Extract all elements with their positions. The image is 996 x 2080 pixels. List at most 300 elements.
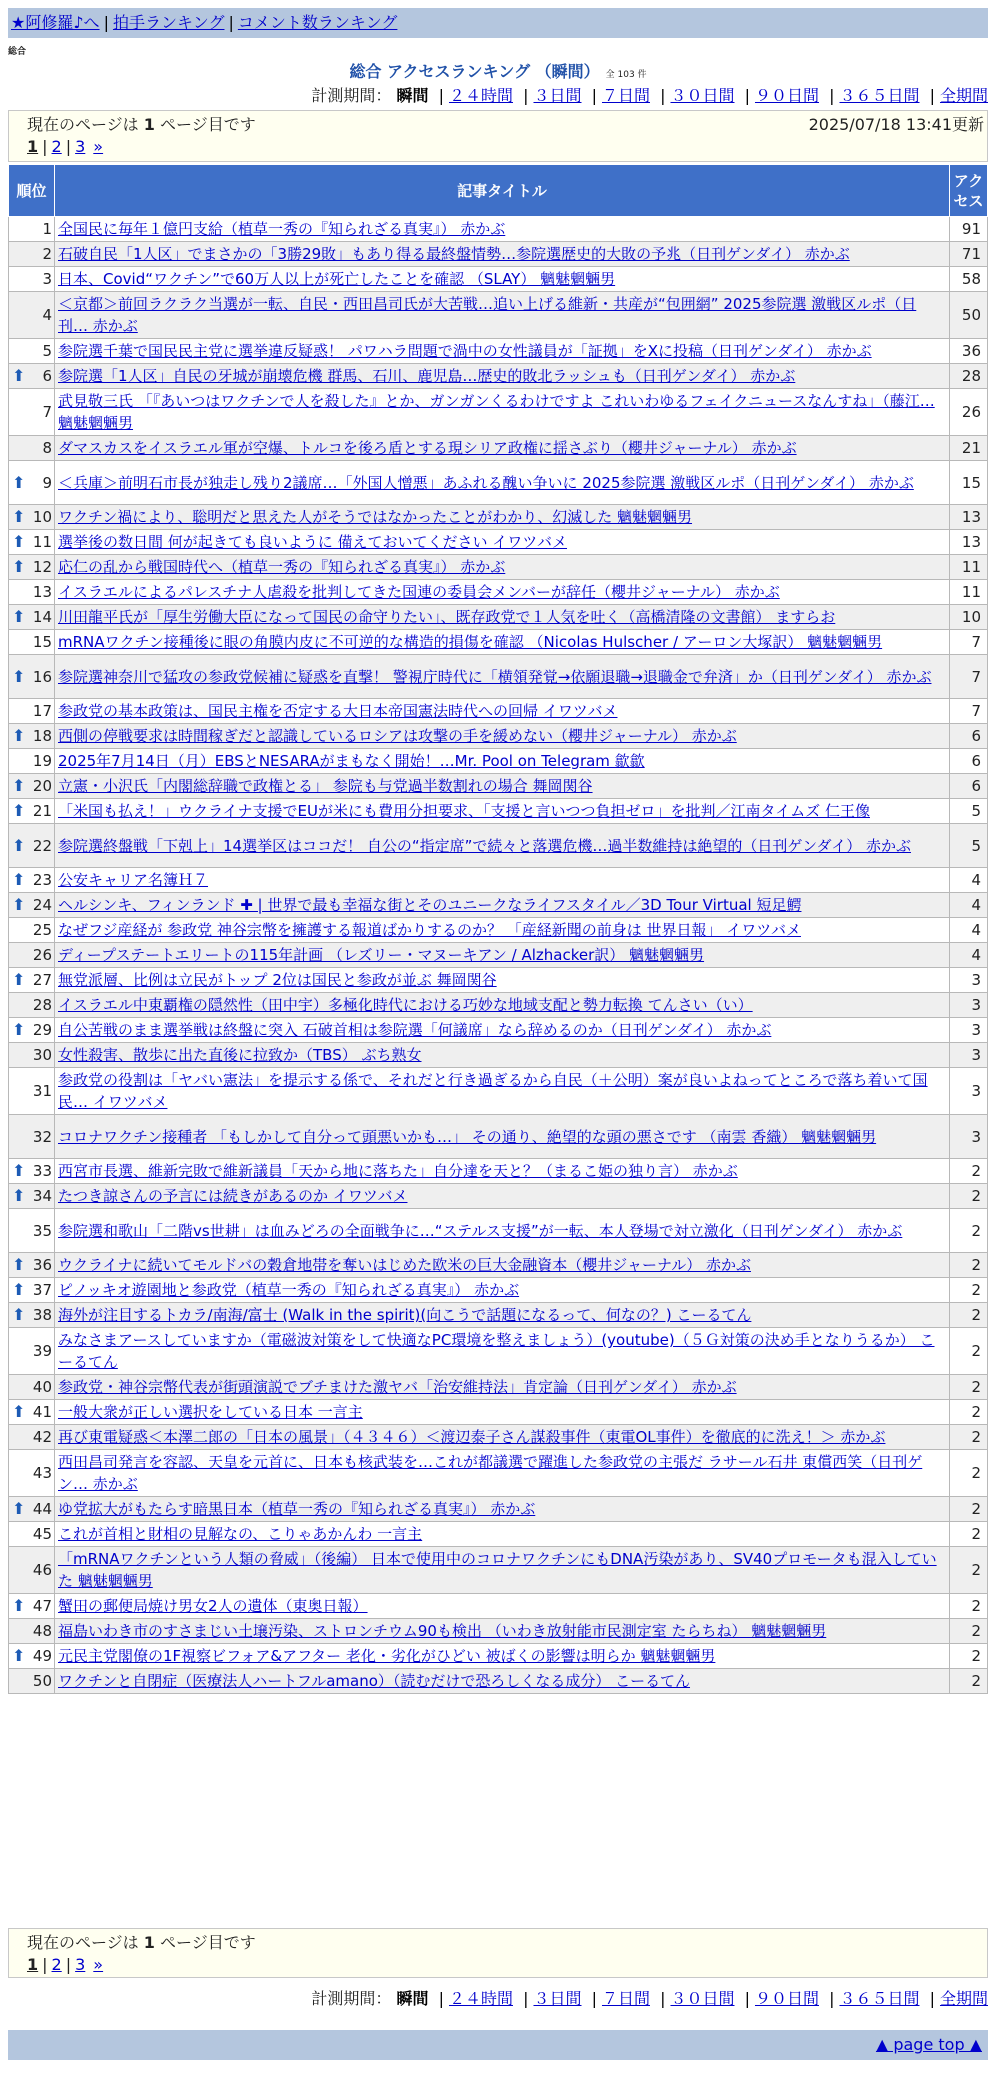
table-row xyxy=(9,993,988,1018)
table-row xyxy=(9,749,988,774)
article-link[interactable]: たつき諒さんの予言には続きがあるのか イワツバメ xyxy=(58,1187,408,1205)
rank-number: 10 xyxy=(32,508,52,526)
access-count: 5 xyxy=(950,799,988,824)
comment-ranking-link[interactable]: コメント数ランキング xyxy=(237,13,398,32)
rank-number: 11 xyxy=(32,533,52,551)
rank-cell xyxy=(9,217,55,242)
period-365d[interactable]: ３６５日間 xyxy=(839,86,920,105)
access-count: 2 xyxy=(950,1303,988,1328)
rank-cell xyxy=(9,943,55,968)
period-7d[interactable]: ７日間 xyxy=(601,1989,650,2008)
period-all[interactable]: 全期間 xyxy=(939,86,988,105)
table-row xyxy=(9,655,988,699)
table-row xyxy=(9,217,988,242)
period-90d[interactable]: ９０日間 xyxy=(754,86,819,105)
access-count: 2 xyxy=(950,1425,988,1450)
title-cell xyxy=(55,824,950,868)
period-24h[interactable]: ２４時間 xyxy=(448,1989,513,2008)
rank-cell xyxy=(9,364,55,389)
rank-cell xyxy=(9,1497,55,1522)
table-row xyxy=(9,1184,988,1209)
article-link[interactable]: ディープステートエリートの115年計画 （レズリー・マヌーキアン / Alzhacker訳） 魑魅魍魎男 xyxy=(58,946,705,964)
access-count: 3 xyxy=(950,1068,988,1115)
title-cell xyxy=(55,217,950,242)
article-link[interactable]: 全国民に毎年１億円支給（植草一秀の『知られざる真実』） 赤かぶ xyxy=(58,220,506,238)
rank-number: 5 xyxy=(42,342,52,360)
article-link[interactable]: ヘルシンキ、フィンランド ✚ | 世界で最も幸福な街とそのユニークなライフスタイル／3D Tour Virtual 短足鰐 xyxy=(58,896,802,914)
access-count: 2 xyxy=(950,1209,988,1253)
page-title xyxy=(0,61,996,86)
rank-cell xyxy=(9,774,55,799)
page-link-3[interactable]: 3 xyxy=(75,1955,86,1974)
page-link-2[interactable]: 2 xyxy=(51,1955,62,1974)
rank-cell xyxy=(9,605,55,630)
rank-up-arrow-icon: ⬆ xyxy=(12,472,26,492)
table-row xyxy=(9,1278,988,1303)
table-row xyxy=(9,1619,988,1644)
title-cell xyxy=(55,1594,950,1619)
rank-cell xyxy=(9,1669,55,1694)
title-cell xyxy=(55,1278,950,1303)
rank-cell xyxy=(9,505,55,530)
rank-number: 6 xyxy=(42,367,52,385)
access-count: 2 xyxy=(950,1547,988,1594)
title-cell xyxy=(55,893,950,918)
rank-number: 34 xyxy=(32,1187,52,1205)
article-link[interactable]: 選挙後の数日間 何が起きても良いように 備えておいてください イワツバメ xyxy=(58,533,568,551)
rank-cell xyxy=(9,242,55,267)
title-cell xyxy=(55,993,950,1018)
rank-cell xyxy=(9,436,55,461)
table-row xyxy=(9,1043,988,1068)
rank-number: 3 xyxy=(42,270,52,288)
table-row xyxy=(9,505,988,530)
article-link[interactable]: mRNAワクチン接種後に眼の角膜内皮に不可逆的な構造的損傷を確認 （Nicolas Hulscher / アーロン大塚訳） 魑魅魍魎男 xyxy=(58,633,883,651)
title-cell xyxy=(55,389,950,436)
rank-cell xyxy=(9,1184,55,1209)
title-cell xyxy=(55,1184,950,1209)
period-7d[interactable]: ７日間 xyxy=(601,86,650,105)
table-row xyxy=(9,1328,988,1375)
page-info-top xyxy=(8,110,988,162)
title-cell xyxy=(55,749,950,774)
rank-number: 48 xyxy=(32,1622,52,1640)
access-count: 6 xyxy=(950,774,988,799)
rank-number: 36 xyxy=(32,1256,52,1274)
rank-cell xyxy=(9,530,55,555)
article-link[interactable]: 2025年7月14日（月）EBSとNESARAがまもなく開始！…Mr. Pool on Telegram 歙歙 xyxy=(58,752,645,770)
title-cell xyxy=(55,1068,950,1115)
table-row xyxy=(9,774,988,799)
article-link[interactable]: コロナワクチン接種者 「もしかして自分って頭悪いかも…」 その通り、絶望的な頭の悪さです （南雲 香織） 魑魅魍魎男 xyxy=(58,1127,877,1146)
rank-up-arrow-icon: ⬆ xyxy=(12,970,26,989)
period-30d[interactable]: ３０日間 xyxy=(670,86,735,105)
rank-up-arrow-icon: ⬆ xyxy=(12,1402,26,1421)
access-count: 2 xyxy=(950,1669,988,1694)
period-current: 瞬間 xyxy=(396,86,429,105)
table-row xyxy=(9,605,988,630)
access-count: 36 xyxy=(950,339,988,364)
rank-up-arrow-icon: ⬆ xyxy=(12,507,26,526)
access-count: 15 xyxy=(950,461,988,505)
rank-up-arrow-icon: ⬆ xyxy=(12,1596,26,1615)
article-link[interactable]: 自公苦戦のまま選挙戦は終盤に突入 石破首相は参院選「何議席」なら辞めるのか（日刊ゲンダイ） 赤かぶ xyxy=(58,1021,772,1039)
next-page-link[interactable]: » xyxy=(93,1955,104,1974)
table-row xyxy=(9,1547,988,1594)
article-link[interactable]: 一般大衆が正しい選択をしている日本 一言主 xyxy=(58,1403,363,1421)
table-row xyxy=(9,1303,988,1328)
table-row xyxy=(9,1375,988,1400)
access-count: 4 xyxy=(950,893,988,918)
access-count: 2 xyxy=(950,1328,988,1375)
table-row xyxy=(9,461,988,505)
title-cell xyxy=(55,943,950,968)
nav-separator: | xyxy=(228,13,234,32)
article-link[interactable]: 無党派層、比例は立民がトップ 2位は国民と参政が並ぶ 舞岡関谷 xyxy=(58,971,497,989)
period-nav-top: 計測期間： 瞬間 | ２４時間 | ３日間 | ７日間 | ３０日間 | ９０日間 | ３６５日間 | 全期間 xyxy=(311,86,988,105)
article-link[interactable]: イスラエル中東覇権の隠然性（田中宇）多極化時代における巧妙な地域支配と勢力転換 てんさい（い） xyxy=(58,996,753,1014)
rank-cell xyxy=(9,724,55,749)
article-link[interactable]: ワクチンと自閉症（医療法人ハートフルamano）（読むだけで恐ろしくなる成分） こーるてん xyxy=(58,1672,691,1690)
access-count: 5 xyxy=(950,824,988,868)
period-90d[interactable]: ９０日間 xyxy=(754,1989,819,2008)
period-nav-bottom: 計測期間： 瞬間 | ２４時間 | ３日間 | ７日間 | ３０日間 | ９０日間 | ３６５日間 | 全期間 xyxy=(311,1989,988,2008)
article-link[interactable]: 応仁の乱から戦国時代へ（植草一秀の『知られざる真実』） 赤かぶ xyxy=(58,558,506,576)
rank-number: 23 xyxy=(32,871,52,889)
title-text: 総合 アクセスランキング （瞬間） xyxy=(349,62,600,81)
rank-number: 21 xyxy=(32,802,52,820)
table-row xyxy=(9,824,988,868)
rank-cell xyxy=(9,580,55,605)
article-link[interactable]: 立憲・小沢氏「内閣総辞職で政権とる」 参院も与党過半数割れの場合 舞岡関谷 xyxy=(58,777,593,795)
ranking-table xyxy=(8,164,988,1694)
rank-cell xyxy=(9,1159,55,1184)
rank-cell xyxy=(9,292,55,339)
article-link[interactable]: 日本、Covid“ワクチン”で60万人以上が死亡したことを確認 （SLAY） 魑魅魍魎男 xyxy=(58,270,616,288)
access-count: 2 xyxy=(950,1184,988,1209)
rank-up-arrow-icon: ⬆ xyxy=(12,870,26,889)
rank-number: 20 xyxy=(32,777,52,795)
rank-up-arrow-icon: ⬆ xyxy=(12,1161,26,1180)
rank-cell xyxy=(9,699,55,724)
access-count: 21 xyxy=(950,436,988,461)
rank-cell xyxy=(9,655,55,699)
page-link-2[interactable]: 2 xyxy=(51,137,62,156)
rank-number: 24 xyxy=(32,896,52,914)
title-cell xyxy=(55,1375,950,1400)
rank-cell xyxy=(9,1594,55,1619)
article-link[interactable]: 参政党の基本政策は、国民主権を否定する大日本帝国憲法時代への回帰 イワツバメ xyxy=(58,702,618,720)
period-365d[interactable]: ３６５日間 xyxy=(839,1989,920,2008)
title-cell xyxy=(55,1547,950,1594)
access-count: 3 xyxy=(950,1043,988,1068)
title-cell xyxy=(55,605,950,630)
article-link[interactable]: ウクライナに続いてモルドバの穀倉地帯を奪いはじめた欧米の巨大金融資本（櫻井ジャーナル） 赤かぶ xyxy=(58,1256,751,1274)
article-link[interactable]: 参院選神奈川で猛攻の参政党候補に疑惑を直撃！ 警視庁時代に「横領発覚→依願退職→退職金で弁済」か（日刊ゲンダイ） 赤かぶ xyxy=(58,667,932,686)
article-link[interactable]: これが首相と財相の見解なの、こりゃあかんわ 一言主 xyxy=(58,1525,423,1543)
access-count: 3 xyxy=(950,968,988,993)
table-row xyxy=(9,799,988,824)
access-count: 4 xyxy=(950,943,988,968)
access-count: 2 xyxy=(950,1375,988,1400)
column-header-title: 記事タイトル xyxy=(55,165,950,217)
rank-cell xyxy=(9,1644,55,1669)
access-count: 3 xyxy=(950,993,988,1018)
nav-separator: | xyxy=(103,13,109,32)
access-count: 7 xyxy=(950,655,988,699)
access-count: 2 xyxy=(950,1400,988,1425)
rank-up-arrow-icon: ⬆ xyxy=(12,1280,26,1299)
rank-number: 40 xyxy=(32,1378,52,1396)
access-count: 4 xyxy=(950,918,988,943)
rank-up-arrow-icon: ⬆ xyxy=(12,1186,26,1205)
article-link[interactable]: 武見敬三氏 「『あいつはワクチンで人を殺した』とか、ガンガンくるわけですよ これいわゆるフェイクニュースなんすね」（藤江… 魑魅魍魎男 xyxy=(58,392,935,432)
article-link[interactable]: 「mRNAワクチンという人類の脅威」（後編） 日本で使用中のコロナワクチンにもDNA汚染があり、SV40プロモータも混入していた 魑魅魍魎男 xyxy=(58,1550,937,1590)
rank-number: 14 xyxy=(32,608,52,626)
title-cell xyxy=(55,1253,950,1278)
applause-ranking-link[interactable]: 拍手ランキング xyxy=(112,13,225,32)
article-link[interactable]: 西宮市長選、維新完敗で維新議員「天から地に落ちた」自分達を天と？（まるこ姫の独り言） 赤かぶ xyxy=(58,1162,738,1180)
article-link[interactable]: ダマスカスをイスラエル軍が空爆、トルコを後ろ盾とする現シリア政権に揺さぶり（櫻井ジャーナル） 赤かぶ xyxy=(58,439,797,457)
article-link[interactable]: 「米国も払え！」ウクライナ支援でEUが米にも費用分担要求、「支援と言いつつ負担ゼロ」を批判／江南タイムズ 仁王像 xyxy=(58,802,870,820)
pagination: 1 | 2 | 3 » xyxy=(27,1955,104,1974)
current-page-text: 現在のページは 1 ページ目です xyxy=(27,1933,256,1952)
period-3d[interactable]: ３日間 xyxy=(533,1989,582,2008)
rank-number: 29 xyxy=(32,1021,52,1039)
rank-number: 18 xyxy=(32,727,52,745)
rank-cell xyxy=(9,1425,55,1450)
rank-cell xyxy=(9,868,55,893)
rank-number: 17 xyxy=(32,702,52,720)
pagination: 1 | 2 | 3 » xyxy=(27,137,104,156)
rank-cell xyxy=(9,339,55,364)
access-count: 6 xyxy=(950,724,988,749)
table-row xyxy=(9,1497,988,1522)
rank-number: 8 xyxy=(42,439,52,457)
home-link[interactable]: ★阿修羅♪へ xyxy=(11,13,100,32)
article-link[interactable]: 参政党・神谷宗幣代表が街頭演説でブチまけた激ヤバ「治安維持法」肯定論（日刊ゲンダイ） 赤かぶ xyxy=(58,1378,737,1396)
rank-up-arrow-icon: ⬆ xyxy=(12,801,26,820)
title-cell xyxy=(55,630,950,655)
article-link[interactable]: 女性殺害、散歩に出た直後に拉致か（TBS） ぶち熟女 xyxy=(58,1046,422,1064)
rank-cell xyxy=(9,461,55,505)
title-cell xyxy=(55,1669,950,1694)
table-row xyxy=(9,918,988,943)
table-row xyxy=(9,292,988,339)
table-row xyxy=(9,1669,988,1694)
access-count: 2 xyxy=(950,1644,988,1669)
title-cell xyxy=(55,1425,950,1450)
page-link-1: 1 xyxy=(27,137,39,156)
article-link[interactable]: イスラエルによるパレスチナ人虐殺を批判してきた国連の委員会メンバーが辞任（櫻井ジャーナル） 赤かぶ xyxy=(58,583,780,601)
table-row xyxy=(9,1400,988,1425)
rank-number: 38 xyxy=(32,1306,52,1324)
article-link[interactable]: ワクチン禍により、聡明だと思えた人がそうではなかったことがわかり、幻滅した 魑魅魍魎男 xyxy=(58,508,693,526)
article-link[interactable]: 参院選千葉で国民民主党に選挙違反疑惑！ パワハラ問題で渦中の女性議員が「証拠」をXに投稿（日刊ゲンダイ） 赤かぶ xyxy=(58,342,872,360)
title-cell xyxy=(55,1497,950,1522)
rank-number: 13 xyxy=(32,583,52,601)
rank-cell xyxy=(9,1115,55,1159)
rank-number: 2 xyxy=(42,245,52,263)
title-cell xyxy=(55,1328,950,1375)
table-row xyxy=(9,364,988,389)
title-cell xyxy=(55,868,950,893)
access-count: 71 xyxy=(950,242,988,267)
title-cell xyxy=(55,1644,950,1669)
title-cell xyxy=(55,1303,950,1328)
article-link[interactable]: 元民主党閣僚の1F視察ビフォア&アフター 老化・劣化がひどい 被ばくの影響は明らか 魑魅魍魎男 xyxy=(58,1647,716,1665)
rank-number: 28 xyxy=(32,996,52,1014)
rank-cell xyxy=(9,555,55,580)
article-link[interactable]: 川田龍平氏が「厚生労働大臣になって国民の命守りたい」、既存政党で１人気を吐く（高橋清隆の文書館） ますらお xyxy=(58,608,836,626)
rank-number: 22 xyxy=(32,836,52,855)
rank-number: 7 xyxy=(42,403,52,421)
table-row xyxy=(9,530,988,555)
title-cell xyxy=(55,1209,950,1253)
access-count: 28 xyxy=(950,364,988,389)
article-link[interactable]: 西側の停戦要求は時間稼ぎだと認識しているロシアは攻撃の手を緩めない（櫻井ジャーナル） 赤かぶ xyxy=(58,727,737,745)
rank-up-arrow-icon: ⬆ xyxy=(12,776,26,795)
rank-up-arrow-icon: ⬆ xyxy=(12,1255,26,1274)
title-cell xyxy=(55,555,950,580)
page-link-3[interactable]: 3 xyxy=(75,137,86,156)
title-cell xyxy=(55,1043,950,1068)
article-link[interactable]: ＜京都＞前回ラクラク当選が一転、自民・西田昌司氏が大苦戦…追い上げる維新・共産が“包囲網” 2025参院選 激戦区ルポ（日刊… 赤かぶ xyxy=(58,295,917,335)
title-cell xyxy=(55,339,950,364)
title-cell xyxy=(55,292,950,339)
rank-number: 50 xyxy=(32,1672,52,1690)
title-cell xyxy=(55,461,950,505)
article-link[interactable]: 石破自民「1人区」でまさかの「3勝29敗」もあり得る最終盤情勢…参院選歴史的大敗の予兆（日刊ゲンダイ） 赤かぶ xyxy=(58,245,850,263)
rank-cell xyxy=(9,893,55,918)
period-current: 瞬間 xyxy=(396,1989,429,2008)
rank-cell xyxy=(9,1018,55,1043)
updated-timestamp: 2025/07/18 13:41更新 xyxy=(808,115,984,134)
title-cell xyxy=(55,1018,950,1043)
access-count: 2 xyxy=(950,1253,988,1278)
rank-cell xyxy=(9,1278,55,1303)
access-count: 91 xyxy=(950,217,988,242)
article-link[interactable]: みなさまアースしていますか（電磁波対策をして快適なPC環境を整えましょう）(youtube)（５Ｇ対策の決め手となりうるか） こーるてん xyxy=(58,1331,935,1371)
table-row xyxy=(9,389,988,436)
table-row xyxy=(9,1209,988,1253)
rank-cell xyxy=(9,1400,55,1425)
access-count: 13 xyxy=(950,505,988,530)
rank-number: 16 xyxy=(32,667,52,686)
rank-cell xyxy=(9,918,55,943)
rank-cell xyxy=(9,1068,55,1115)
rank-up-arrow-icon: ⬆ xyxy=(12,1020,26,1039)
table-row xyxy=(9,868,988,893)
article-link[interactable]: 再び東電疑惑＜本澤二郎の「日本の風景」（４３４６）＜渡辺泰子さん謀殺事件（東電OL事件）を徹底的に洗え！＞ 赤かぶ xyxy=(58,1428,886,1446)
access-count: 10 xyxy=(950,605,988,630)
rank-cell xyxy=(9,1375,55,1400)
title-cell xyxy=(55,799,950,824)
period-30d[interactable]: ３０日間 xyxy=(670,1989,735,2008)
table-row xyxy=(9,630,988,655)
table-row xyxy=(9,1450,988,1497)
article-link[interactable]: 蟹田の郵便局焼け男女2人の遺体（東奥日報） xyxy=(58,1597,368,1615)
rank-cell xyxy=(9,1043,55,1068)
article-link[interactable]: 福島いわき市のすさまじい土壌汚染、ストロンチウム90も検出 （いわき放射能市民測定室 たらちね） 魑魅魍魎男 xyxy=(58,1622,827,1640)
table-row xyxy=(9,943,988,968)
table-row xyxy=(9,1159,988,1184)
access-count: 3 xyxy=(950,1115,988,1159)
title-cell xyxy=(55,267,950,292)
article-link[interactable]: 参政党の役割は「ヤバい憲法」を提示する係で、それだと行き過ぎるから自民（＋公明）案が良いよねってところで落ち着いて国民… イワツバメ xyxy=(58,1071,928,1111)
article-link[interactable]: 参院選終盤戦「下剋上」14選挙区はココだ！ 自公の“指定席”で続々と落選危機…過半数維持は絶望的（日刊ゲンダイ） 赤かぶ xyxy=(58,836,911,855)
article-link[interactable]: 西田昌司発言を容認、天皇を元首に、日本も核武装を…これが都議選で躍進した参政党の主張だ ラサール石井 東償西笑（日刊ゲン… 赤かぶ xyxy=(58,1453,923,1493)
period-24h[interactable]: ２４時間 xyxy=(448,86,513,105)
table-row xyxy=(9,1068,988,1115)
title-cell xyxy=(55,242,950,267)
page-top-link[interactable]: ▲ page top ▲ xyxy=(875,2035,982,2054)
title-cell xyxy=(55,699,950,724)
access-count: 6 xyxy=(950,749,988,774)
table-row xyxy=(9,436,988,461)
current-page-text: 現在のページは 1 ページ目です xyxy=(27,115,256,134)
rank-cell xyxy=(9,630,55,655)
rank-number: 32 xyxy=(32,1127,52,1146)
table-row xyxy=(9,893,988,918)
rank-number: 39 xyxy=(32,1342,52,1360)
rank-cell xyxy=(9,1253,55,1278)
period-all[interactable]: 全期間 xyxy=(939,1989,988,2008)
article-link[interactable]: 参院選「1人区」自民の牙城が崩壊危機 群馬、石川、鹿児島…歴史的敗北ラッシュも（日刊ゲンダイ） 赤かぶ xyxy=(58,367,796,385)
top-nav-bar xyxy=(8,8,988,38)
rank-number: 12 xyxy=(32,558,52,576)
rank-number: 1 xyxy=(42,220,52,238)
rank-number: 42 xyxy=(32,1428,52,1446)
access-count: 2 xyxy=(950,1497,988,1522)
title-cell xyxy=(55,436,950,461)
access-count: 13 xyxy=(950,530,988,555)
article-link[interactable]: ＜兵庫＞前明石市長が独走し残り2議席…「外国人憎悪」あふれる醜い争いに 2025参院選 激戦区ルポ（日刊ゲンダイ） 赤かぶ xyxy=(58,473,914,492)
title-cell xyxy=(55,530,950,555)
title-cell xyxy=(55,1619,950,1644)
article-link[interactable]: 海外が注目するトカラ/南海/富士 (Walk in the spirit)(向こうで話題になるって、何なの？) こーるてん xyxy=(58,1306,752,1324)
access-count: 7 xyxy=(950,630,988,655)
article-link[interactable]: なぜフジ産経が 参政党 神谷宗幣を擁護する報道ばかりするのか？ 「産経新聞の前身は 世界日報」 イワツバメ xyxy=(58,921,801,939)
rank-cell xyxy=(9,1547,55,1594)
rank-cell xyxy=(9,1450,55,1497)
article-link[interactable]: ピノッキオ遊園地と参政党（植草一秀の『知られざる真実』） 赤かぶ xyxy=(58,1281,520,1299)
article-link[interactable]: 参院選和歌山「二階vs世耕」は血みどろの全面戦争に…“ステルス支援”が一転、本人登場で対立激化（日刊ゲンダイ） 赤かぶ xyxy=(58,1221,903,1240)
rank-number: 33 xyxy=(32,1162,52,1180)
rank-up-arrow-icon: ⬆ xyxy=(12,1646,26,1665)
table-row xyxy=(9,699,988,724)
rank-up-arrow-icon: ⬆ xyxy=(12,726,26,745)
rank-cell xyxy=(9,389,55,436)
access-count: 4 xyxy=(950,868,988,893)
rank-cell xyxy=(9,968,55,993)
table-row xyxy=(9,1425,988,1450)
rank-up-arrow-icon: ⬆ xyxy=(12,532,26,551)
title-cell xyxy=(55,1115,950,1159)
access-count: 2 xyxy=(950,1594,988,1619)
access-count: 7 xyxy=(950,699,988,724)
rank-number: 37 xyxy=(32,1281,52,1299)
access-count: 2 xyxy=(950,1522,988,1547)
article-link[interactable]: ゆ党拡大がもたらす暗黒日本（植草一秀の『知られざる真実』） 赤かぶ xyxy=(58,1500,536,1518)
rank-number: 49 xyxy=(32,1647,52,1665)
title-cell xyxy=(55,364,950,389)
next-page-link[interactable]: » xyxy=(93,137,104,156)
period-3d[interactable]: ３日間 xyxy=(533,86,582,105)
article-link[interactable]: 公安キャリア名簿Ｈ７ xyxy=(58,871,209,889)
rank-up-arrow-icon: ⬆ xyxy=(12,557,26,576)
rank-number: 41 xyxy=(32,1403,52,1421)
